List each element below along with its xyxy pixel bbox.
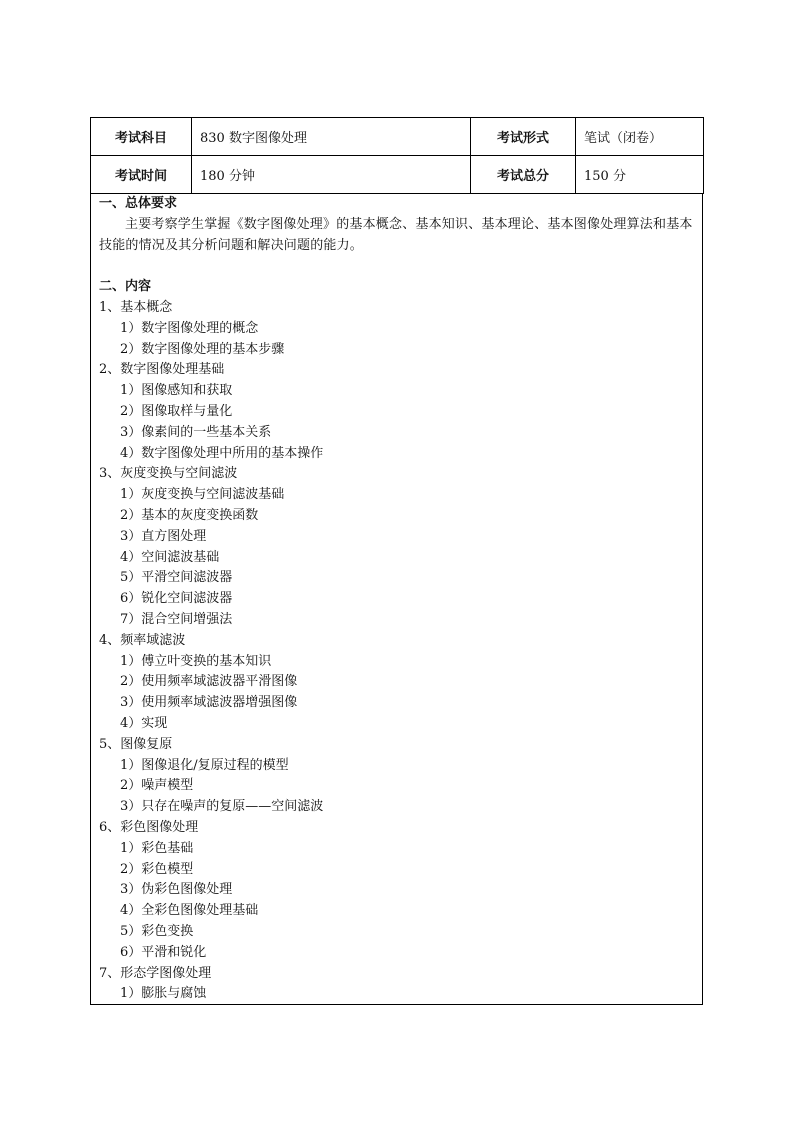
section-heading-content: 二、内容 [99, 279, 152, 294]
topic-item: 2）噪声模型 [120, 778, 194, 794]
topic-item: 5）平滑空间滤波器 [120, 570, 233, 586]
table-row [91, 118, 704, 156]
exam-info-table [90, 117, 704, 194]
topic-item: 2）使用频率域滤波器平滑图像 [120, 674, 298, 690]
topic-item: 2）基本的灰度变换函数 [120, 508, 259, 523]
topic-item: 3）直方图处理 [120, 528, 207, 544]
topic-item: 3）像素间的一些基本关系 [120, 424, 272, 440]
topic-title: 1、基本概念 [99, 300, 173, 315]
topic-item: 2）图像取样与量化 [120, 404, 233, 419]
topic-item: 1）图像退化/复原过程的模型 [120, 757, 289, 773]
topic-item: 4）数字图像处理中所用的基本操作 [120, 445, 324, 461]
exam-score-value: 150 分 [576, 156, 704, 194]
topic-item: 4）实现 [120, 716, 168, 731]
topic-item: 1）傅立叶变换的基本知识 [120, 653, 272, 669]
topic-title: 7、形态学图像处理 [99, 965, 212, 981]
topic-item: 6）平滑和锐化 [120, 944, 207, 960]
topic-item: 2）彩色模型 [120, 861, 194, 877]
topic-title: 4、频率域滤波 [99, 632, 186, 648]
topic-item: 1）数字图像处理的概念 [120, 320, 259, 336]
exam-subject-value: 830 数字图像处理 [192, 118, 471, 156]
general-requirements-paragraph: 主要考察学生掌握《数字图像处理》的基本概念、基本知识、基本理论、基本图像处理算法和基本技能的情况及其分析问题和解决问题的能力。 [99, 217, 693, 253]
topic-item: 6）锐化空间滤波器 [120, 591, 233, 607]
topic-item: 1）灰度变换与空间滤波基础 [120, 487, 285, 503]
table-row [91, 156, 704, 194]
topic-item: 1）图像感知和获取 [120, 383, 233, 399]
topic-item: 1）彩色基础 [120, 840, 194, 856]
exam-format-value: 笔试（闭卷） [576, 118, 704, 156]
topic-title: 3、灰度变换与空间滤波 [99, 466, 238, 482]
topic-item: 2）数字图像处理的基本步骤 [120, 341, 285, 357]
topic-item: 4）全彩色图像处理基础 [120, 903, 259, 919]
topic-item: 5）彩色变换 [120, 924, 194, 939]
topic-item: 3）只存在噪声的复原——空间滤波 [120, 799, 324, 815]
syllabus-body [90, 194, 703, 1005]
exam-subject-label: 考试科目 [91, 118, 192, 156]
exam-time-value: 180 分钟 [192, 156, 471, 194]
section-heading-general: 一、总体要求 [99, 196, 178, 211]
exam-score-label: 考试总分 [471, 156, 576, 194]
topic-title: 2、数字图像处理基础 [99, 362, 225, 378]
topic-item: 3）使用频率域滤波器增强图像 [120, 695, 298, 711]
topic-item: 1）膨胀与腐蚀 [120, 986, 207, 1002]
exam-format-label: 考试形式 [471, 118, 576, 156]
exam-time-label: 考试时间 [91, 156, 192, 194]
topic-item: 7）混合空间增强法 [120, 612, 233, 627]
topic-title: 6、彩色图像处理 [99, 820, 199, 835]
topic-title: 5、图像复原 [99, 736, 173, 752]
topic-item: 4）空间滤波基础 [120, 549, 220, 565]
topic-item: 3）伪彩色图像处理 [120, 882, 233, 898]
